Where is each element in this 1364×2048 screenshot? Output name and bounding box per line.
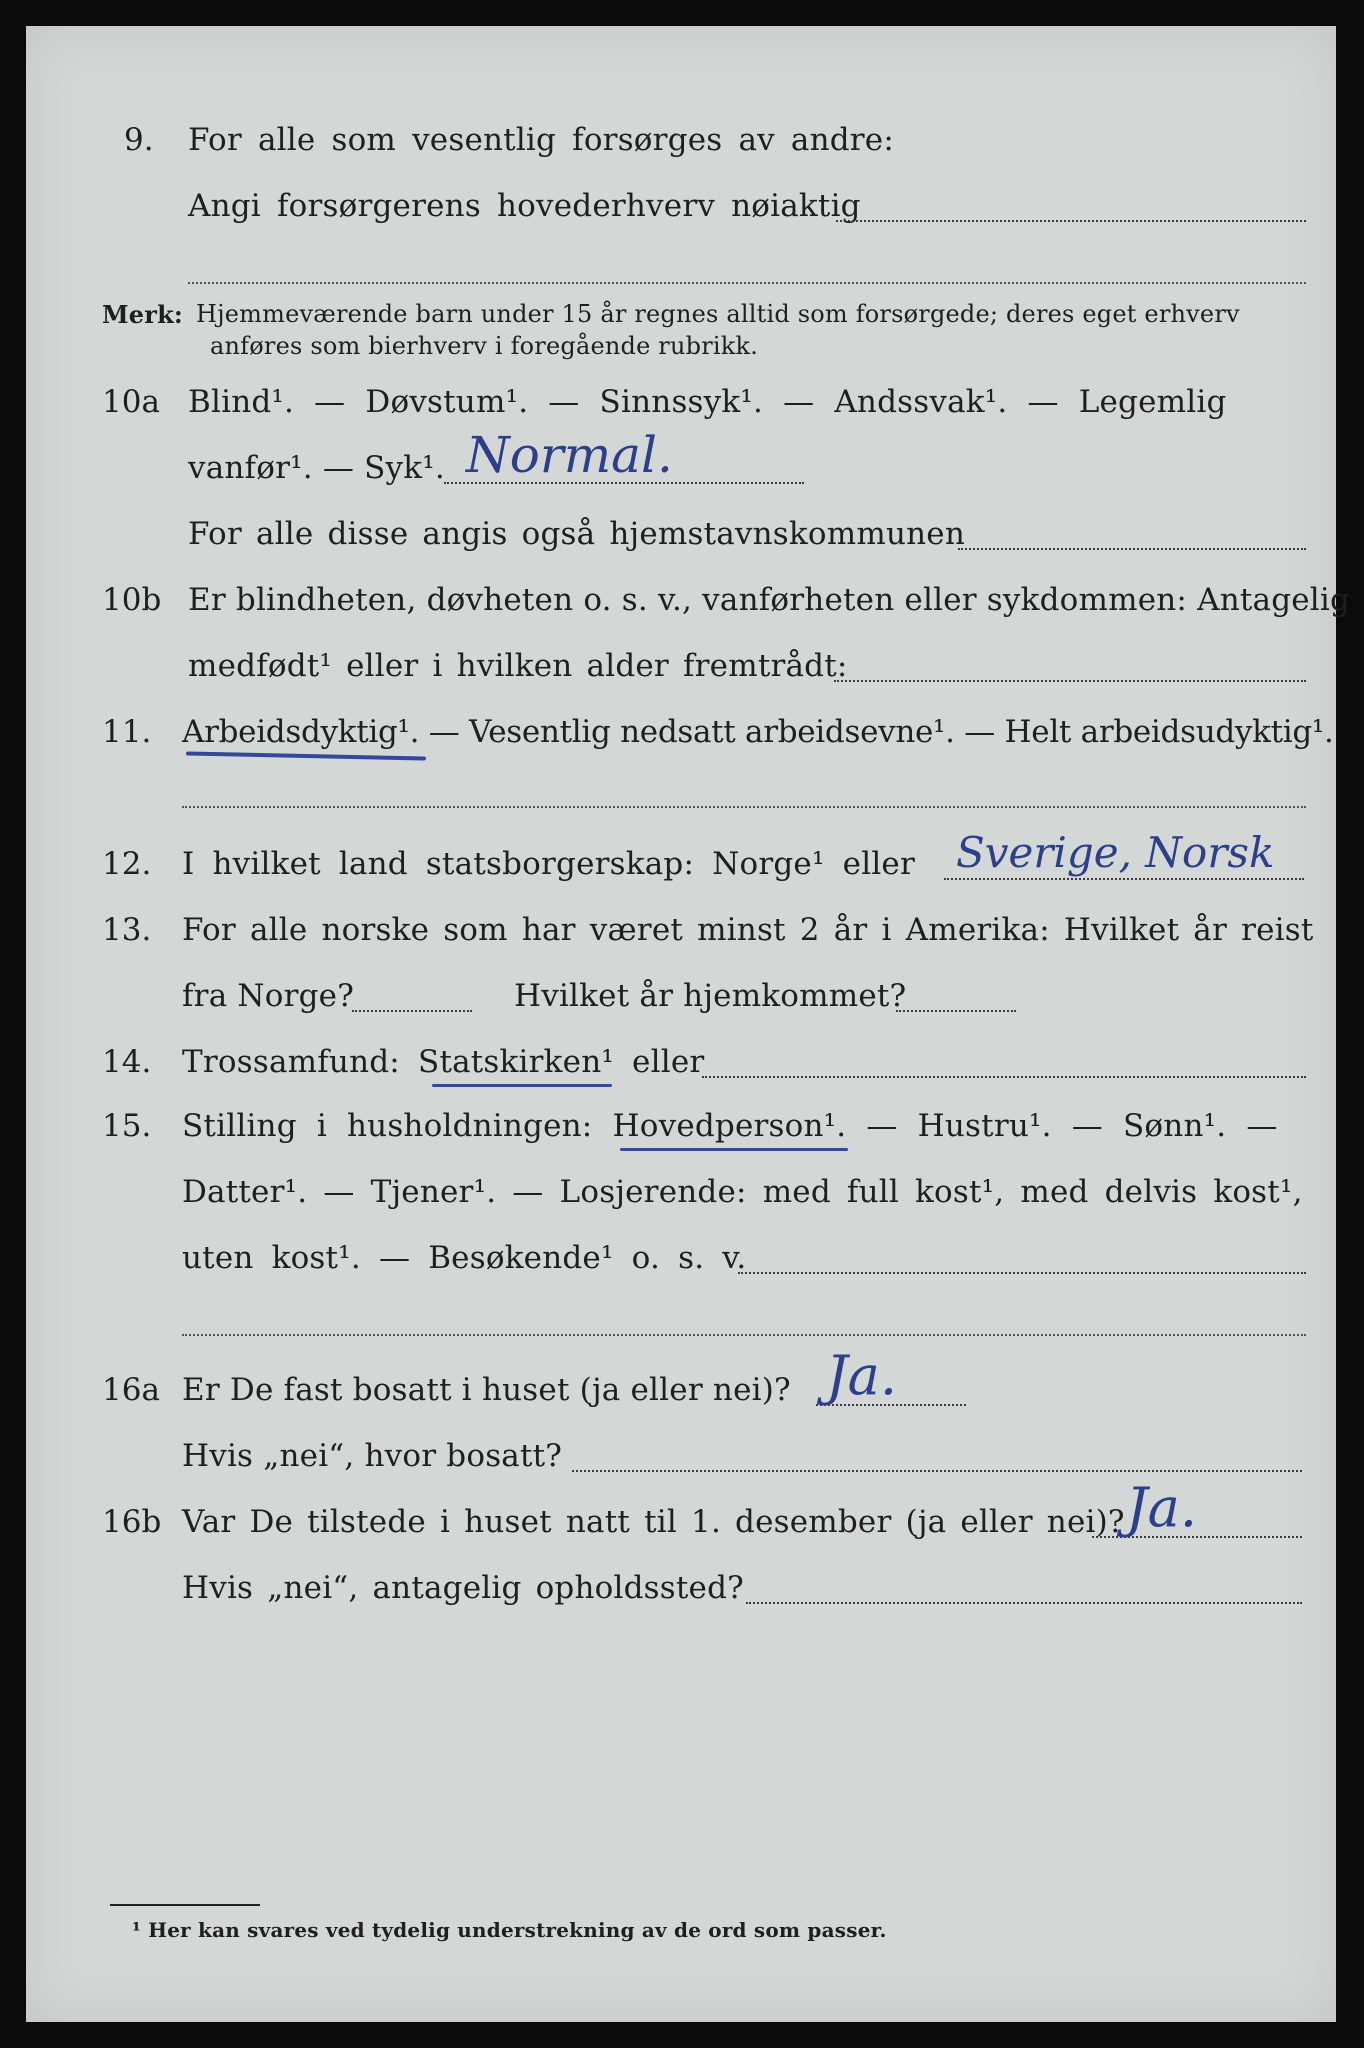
- q12-answer-handwritten: Sverige, Norsk: [956, 828, 1275, 877]
- q13-line2a: fra Norge?: [182, 978, 355, 1014]
- q10a-line3: For alle disse angis også hjemstavnskommunen: [188, 516, 965, 552]
- footnote-rule: [110, 1904, 260, 1906]
- merk-line2: anføres som bierhverv i foregående rubrikk.: [210, 332, 759, 360]
- q9-extra-line[interactable]: [188, 282, 1306, 284]
- q15-line1: Stilling i husholdningen: Hovedperson¹. — Hustru¹. — Sønn¹. —: [182, 1108, 1278, 1144]
- q16b-opholdssted-line[interactable]: [746, 1602, 1302, 1604]
- q11-extra-line[interactable]: [182, 806, 1306, 808]
- q16a-number: 16a: [102, 1372, 160, 1408]
- q10b-answer-line[interactable]: [834, 680, 1306, 682]
- merk-line1: Hjemmeværende barn under 15 år regnes alltid som forsørgede; deres eget erhverv: [196, 300, 1240, 328]
- q10a-line2: vanfør¹. — Syk¹.: [188, 450, 445, 486]
- q11-number: 11.: [102, 714, 152, 750]
- q12-answer-line[interactable]: [944, 878, 1304, 880]
- q10a-answer-handwritten: Normal.: [466, 426, 673, 484]
- q10a-number: 10a: [102, 384, 160, 420]
- q9-answer-line[interactable]: [836, 220, 1306, 222]
- q16b-answer-handwritten: Ja.: [1126, 1476, 1198, 1539]
- census-form-page: [26, 26, 1351, 2022]
- q15-hovedperson-underline: [620, 1148, 848, 1151]
- q14-number: 14.: [102, 1044, 152, 1080]
- footnote-text: ¹ Her kan svares ved tydelig understrekning av de ord som passer.: [132, 1918, 887, 1942]
- q12-number: 12.: [102, 846, 152, 882]
- q15-number: 15.: [102, 1108, 152, 1144]
- q16a-line2: Hvis „nei“, hvor bosatt?: [182, 1438, 563, 1474]
- q9-line1: For alle som vesentlig forsørges av andre:: [188, 122, 894, 158]
- q9-number: 9.: [124, 122, 154, 158]
- q16a-line1: Er De fast bosatt i huset (ja eller nei)?: [182, 1372, 791, 1408]
- q15-line3: uten kost¹. — Besøkende¹ o. s. v.: [182, 1240, 747, 1276]
- q16a-bosatt-line[interactable]: [572, 1470, 1302, 1472]
- q16b-number: 16b: [102, 1504, 162, 1540]
- q16b-line2: Hvis „nei“, antagelig opholdssted?: [182, 1570, 744, 1606]
- q16a-answer-handwritten: Ja.: [826, 1344, 898, 1407]
- q13-line1: For alle norske som har været minst 2 år i Amerika: Hvilket år reist: [182, 912, 1314, 948]
- q15-extra-line[interactable]: [182, 1334, 1306, 1336]
- q15-line2: Datter¹. — Tjener¹. — Losjerende: med full kost¹, med delvis kost¹,: [182, 1174, 1303, 1210]
- q13-number: 13.: [102, 912, 152, 948]
- q10b-line2: medfødt¹ eller i hvilken alder fremtrådt:: [188, 648, 848, 684]
- q10a-line1: Blind¹. — Døvstum¹. — Sinnssyk¹. — Andssvak¹. — Legemlig: [188, 384, 1227, 420]
- q14-answer-line[interactable]: [702, 1076, 1306, 1078]
- q10a-kommune-line[interactable]: [958, 548, 1306, 550]
- q14-statskirken-underline: [432, 1084, 612, 1087]
- q10b-line1: Er blindheten, døvheten o. s. v., vanførheten eller sykdommen: Antagelig: [188, 582, 1351, 618]
- q9-line2: Angi forsørgerens hovederhverv nøiaktig: [188, 188, 861, 224]
- q16b-line1: Var De tilstede i huset natt til 1. desember (ja eller nei)?: [182, 1504, 1125, 1540]
- q11-line1: Arbeidsdyktig¹. — Vesentlig nedsatt arbeidsevne¹. — Helt arbeidsudyktig¹.: [182, 714, 1334, 750]
- q13-hjemkommet-line[interactable]: [896, 1010, 1016, 1012]
- merk-label: Merk:: [102, 300, 183, 329]
- q15-answer-line[interactable]: [738, 1272, 1306, 1274]
- q13-line2b: Hvilket år hjemkommet?: [514, 978, 907, 1014]
- q10b-number: 10b: [102, 582, 162, 618]
- q11-arbeidsdyktig-underline: [186, 751, 426, 760]
- q12-line1: I hvilket land statsborgerskap: Norge¹ eller: [182, 846, 915, 882]
- q13-reist-line[interactable]: [352, 1010, 472, 1012]
- q14-line1: Trossamfund: Statskirken¹ eller: [182, 1044, 705, 1080]
